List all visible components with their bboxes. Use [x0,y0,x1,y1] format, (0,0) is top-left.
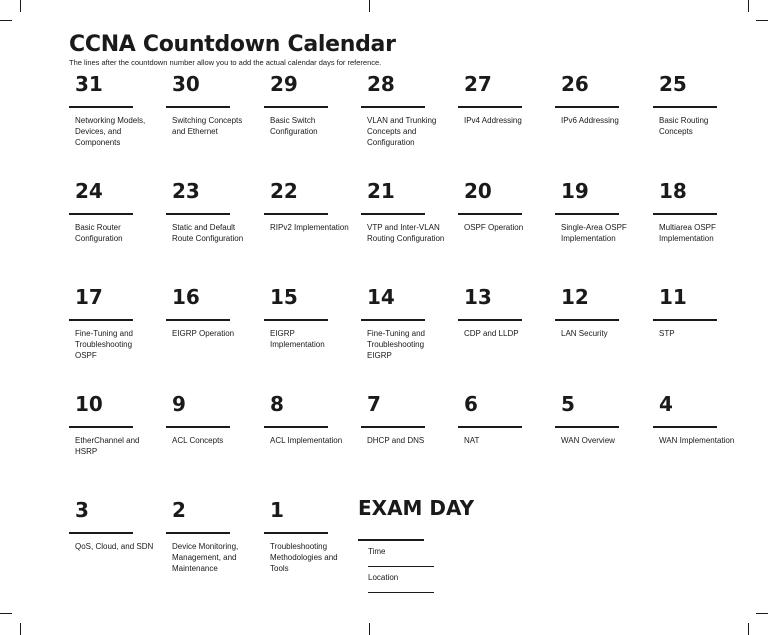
countdown-number: 20 [464,179,492,203]
calendar-day [458,74,550,126]
calendar-day [653,74,745,137]
calendar-day [458,287,550,339]
countdown-number: 25 [659,72,687,96]
topic-label: ACL Implementation [270,436,343,445]
topic-label: Fine-Tuning and Troubleshooting OSPF [75,329,133,360]
topic-label: VLAN and Trunking Concepts and Configuration [367,116,437,147]
countdown-number: 9 [172,392,186,416]
calendar-day [69,287,161,361]
topic-label: EIGRP Operation [172,329,235,338]
date-line [555,319,619,321]
date-line [458,319,522,321]
calendar-day [555,74,647,126]
date-line [69,426,133,428]
countdown-number: 14 [367,285,395,309]
calendar-day [264,287,356,350]
countdown-number: 28 [367,72,395,96]
date-line [653,319,717,321]
date-line [653,106,717,108]
topic-label: EtherChannel and HSRP [75,436,140,456]
calendar-day [166,500,258,574]
page-title: CCNA Countdown Calendar [69,32,396,57]
date-line [264,319,328,321]
date-line [69,532,133,534]
topic-label: Fine-Tuning and Troubleshooting EIGRP [367,329,425,360]
date-line [653,426,717,428]
date-line [361,213,425,215]
topic-label: VTP and Inter-VLAN Routing Configuration [367,223,445,243]
date-line [555,213,619,215]
date-line [555,106,619,108]
topic-label: Basic Routing Concepts [659,116,709,136]
date-line [166,426,230,428]
date-line [69,213,133,215]
topic-label: CDP and LLDP [464,329,519,338]
calendar-day [361,287,453,361]
topic-label: Multiarea OSPF Implementation [659,223,716,243]
date-line [555,426,619,428]
countdown-number: 16 [172,285,200,309]
countdown-number: 11 [659,285,687,309]
date-line [264,213,328,215]
calendar-day [69,181,161,244]
calendar-day [555,287,647,339]
calendar-day [264,74,356,137]
topic-label: WAN Overview [561,436,615,445]
calendar-day [69,394,161,457]
date-line [264,106,328,108]
countdown-number: 2 [172,498,186,522]
exam-day-date-line [358,539,424,541]
calendar-day [653,287,745,339]
countdown-number: 21 [367,179,395,203]
countdown-number: 31 [75,72,103,96]
countdown-number: 17 [75,285,103,309]
exam-day-label: EXAM DAY [358,496,475,520]
topic-label: Basic Switch Configuration [270,116,318,136]
calendar-day [166,287,258,339]
countdown-number: 26 [561,72,589,96]
topic-label: EIGRP Implementation [270,329,325,349]
date-line [361,319,425,321]
calendar-day [458,394,550,446]
page-subtitle: The lines after the countdown number allow you to add the actual calendar days for reference. [69,58,382,67]
date-line [361,106,425,108]
countdown-number: 19 [561,179,589,203]
date-line [458,106,522,108]
date-line [166,213,230,215]
countdown-number: 7 [367,392,381,416]
countdown-number: 30 [172,72,200,96]
calendar-day [361,394,453,446]
date-line [166,532,230,534]
topic-label: IPv6 Addressing [561,116,619,125]
date-line [361,426,425,428]
countdown-number: 22 [270,179,298,203]
date-line [458,426,522,428]
exam-location-label: Location [368,573,399,582]
countdown-number: 1 [270,498,284,522]
topic-label: STP [659,329,675,338]
topic-label: Networking Models, Devices, and Components [75,116,146,147]
calendar-day [264,394,356,446]
calendar-day [69,74,161,148]
calendar-day [69,500,161,552]
countdown-number: 10 [75,392,103,416]
topic-label: Troubleshooting Methodologies and Tools [270,542,338,573]
topic-label: WAN Implementation [659,436,735,445]
calendar-day [653,394,745,446]
topic-label: OSPF Operation [464,223,524,232]
countdown-number: 6 [464,392,478,416]
countdown-number: 27 [464,72,492,96]
date-line [69,106,133,108]
exam-location-line [368,592,434,593]
topic-label: IPv4 Addressing [464,116,522,125]
topic-label: RIPv2 Implementation [270,223,349,232]
countdown-number: 3 [75,498,89,522]
topic-label: Basic Router Configuration [75,223,123,243]
countdown-number: 4 [659,392,673,416]
date-line [166,319,230,321]
date-line [69,319,133,321]
date-line [166,106,230,108]
topic-label: NAT [464,436,480,445]
topic-label: LAN Security [561,329,608,338]
exam-time-label: Time [368,547,386,556]
calendar-day [653,181,745,244]
calendar-day [555,181,647,244]
countdown-number: 15 [270,285,298,309]
countdown-number: 18 [659,179,687,203]
calendar-day [264,500,356,574]
topic-label: Device Monitoring, Management, and Maintenance [172,542,239,573]
calendar-day [264,181,356,233]
topic-label: ACL Concepts [172,436,224,445]
countdown-number: 29 [270,72,298,96]
topic-label: QoS, Cloud, and SDN [75,542,154,551]
topic-label: DHCP and DNS [367,436,425,445]
calendar-day [361,181,453,244]
topic-label: Static and Default Route Configuration [172,223,244,243]
countdown-number: 8 [270,392,284,416]
countdown-number: 13 [464,285,492,309]
countdown-number: 12 [561,285,589,309]
countdown-number: 5 [561,392,575,416]
date-line [264,426,328,428]
calendar-day [458,181,550,233]
date-line [458,213,522,215]
calendar-day [361,74,453,148]
calendar-day [166,74,258,137]
topic-label: Single-Area OSPF Implementation [561,223,627,243]
date-line [264,532,328,534]
date-line [653,213,717,215]
countdown-number: 23 [172,179,200,203]
calendar-day [555,394,647,446]
countdown-number: 24 [75,179,103,203]
exam-time-line [368,566,434,567]
calendar-day [166,394,258,446]
calendar-day [166,181,258,244]
topic-label: Switching Concepts and Ethernet [172,116,243,136]
